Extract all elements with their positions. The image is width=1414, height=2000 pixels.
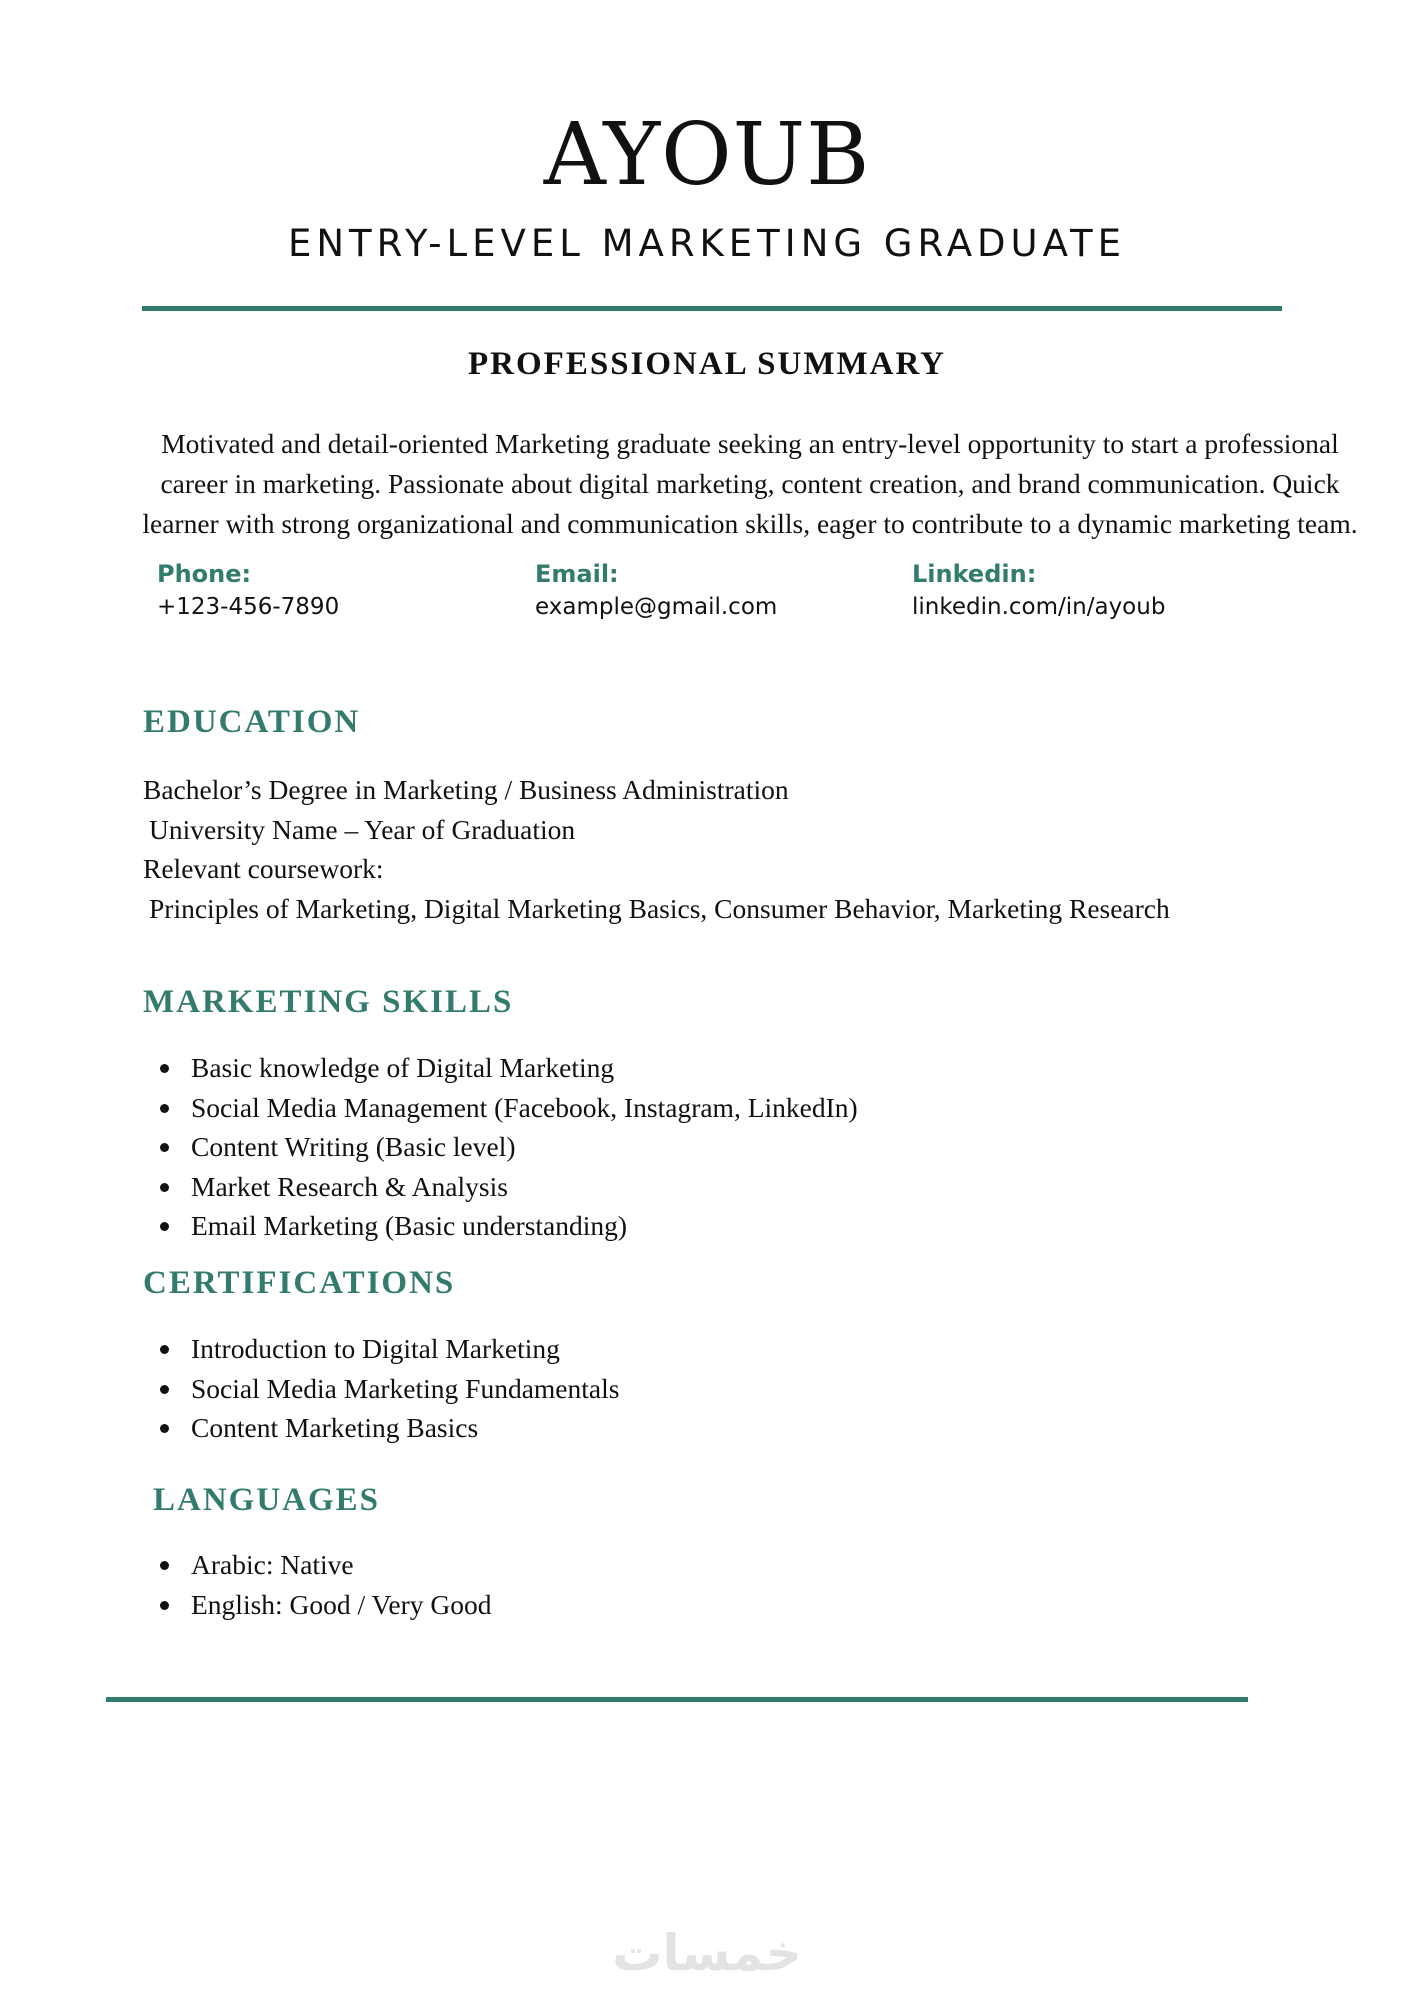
skills-list — [160, 1048, 858, 1246]
bottom-divider — [106, 1697, 1248, 1702]
education-university: University Name – Year of Graduation — [149, 813, 576, 845]
language-text: English: Good / Very Good — [191, 1588, 492, 1620]
summary-heading: PROFESSIONAL SUMMARY — [468, 346, 946, 382]
list-item — [160, 1206, 858, 1246]
certification-text: Introduction to Digital Marketing — [191, 1333, 560, 1364]
bullet-icon — [160, 1601, 169, 1610]
bullet-icon — [160, 1104, 169, 1113]
bullet-icon — [160, 1222, 169, 1231]
certifications-heading: CERTIFICATIONS — [143, 1265, 456, 1301]
list-item — [160, 1585, 491, 1625]
bullet-icon — [160, 1183, 169, 1192]
skill-text: Social Media Management (Facebook, Instagram, LinkedIn) — [191, 1091, 858, 1123]
bullet-icon — [160, 1561, 169, 1570]
top-divider — [142, 306, 1282, 311]
list-item — [160, 1088, 858, 1128]
education-degree: Bachelor’s Degree in Marketing / Business Administration — [143, 774, 789, 805]
coursework-list: Principles of Marketing, Digital Marketing Basics, Consumer Behavior, Marketing Research — [149, 892, 1170, 924]
list-item — [160, 1545, 491, 1585]
certification-text: Content Marketing Basics — [191, 1412, 479, 1443]
list-item — [160, 1408, 619, 1448]
contact-email — [535, 558, 905, 624]
watermark-logo: خمسات — [612, 1924, 802, 1982]
skills-heading: MARKETING SKILLS — [143, 984, 514, 1020]
contact-phone — [157, 558, 527, 624]
coursework-label: Relevant coursework: — [143, 853, 384, 884]
bullet-icon — [160, 1064, 169, 1073]
education-section — [143, 770, 1293, 928]
contact-linkedin — [912, 558, 1282, 624]
email-label: Email: — [535, 560, 619, 588]
languages-heading: LANGUAGES — [153, 1482, 381, 1518]
bullet-icon — [160, 1385, 169, 1394]
job-title: ENTRY-LEVEL MARKETING GRADUATE — [287, 222, 1126, 265]
education-heading: EDUCATION — [143, 704, 361, 740]
language-text: Arabic: Native — [191, 1549, 354, 1580]
list-item — [160, 1329, 619, 1369]
list-item — [160, 1048, 858, 1088]
skill-text: Market Research & Analysis — [191, 1170, 508, 1202]
linkedin-value: linkedin.com/in/ayoub — [912, 594, 1166, 620]
languages-list — [160, 1545, 491, 1624]
summary-text: Motivated and detail-oriented Marketing graduate seeking an entry-level opportunity to start a professional career in marketing. Passionate about digital marketing, content creation, and brand communication. Quick learner with strong organizational and communication skills, eager to contribute to a dynamic marketing team. — [142, 428, 1358, 539]
skill-text: Content Writing (Basic level) — [191, 1131, 516, 1162]
bullet-icon — [160, 1345, 169, 1354]
list-item — [160, 1369, 619, 1409]
certifications-list — [160, 1329, 619, 1448]
list-item — [160, 1167, 858, 1207]
candidate-name: AYOUB — [543, 105, 871, 205]
bullet-icon — [160, 1424, 169, 1433]
list-item — [160, 1127, 858, 1167]
skill-text: Email Marketing (Basic understanding) — [191, 1210, 628, 1241]
bullet-icon — [160, 1143, 169, 1152]
certification-text: Social Media Marketing Fundamentals — [191, 1372, 620, 1404]
skill-text: Basic knowledge of Digital Marketing — [191, 1052, 615, 1083]
phone-value: +123-456-7890 — [157, 594, 340, 620]
linkedin-label: Linkedin: — [912, 560, 1037, 588]
email-value: example@gmail.com — [535, 594, 778, 620]
phone-label: Phone: — [157, 560, 252, 588]
